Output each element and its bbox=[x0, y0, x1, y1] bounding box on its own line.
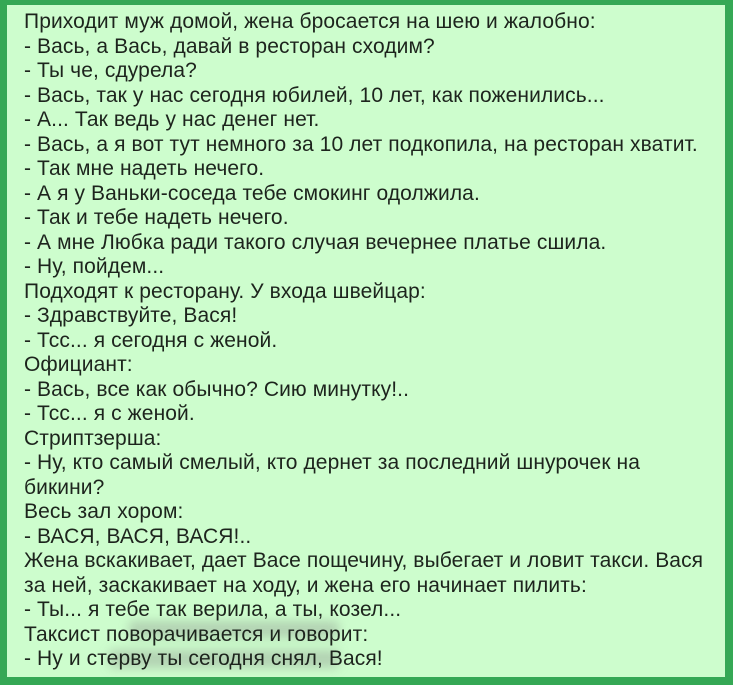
joke-line: за ней, заскакивает на ходу, и жена его начинает пилить: bbox=[24, 573, 587, 597]
joke-line: Таксист поворачивается и говорит: bbox=[24, 622, 369, 646]
joke-line: бикини? bbox=[24, 475, 105, 499]
joke-line: - Так и тебе надеть нечего. bbox=[24, 206, 289, 229]
joke-line: Весь зал хором: bbox=[24, 500, 184, 523]
joke-line: - А мне Любка ради такого случая вечернее платье сшила. bbox=[24, 230, 607, 254]
joke-line: - Так мне надеть нечего. bbox=[24, 157, 265, 180]
joke-line: - Ты... я тебе так верила, а ты, козел... bbox=[24, 598, 402, 621]
joke-line: Стриптзерша: bbox=[24, 426, 162, 450]
joke-line: - Ну, пойдем... bbox=[24, 255, 165, 278]
joke-line: - А... Так ведь у нас денег нет. bbox=[24, 108, 320, 131]
joke-text bbox=[24, 10, 717, 672]
joke-line: - Ну, кто самый смелый, кто дернет за последний шнурочек на bbox=[24, 451, 641, 474]
joke-line: - Ты че, сдурела? bbox=[24, 59, 197, 82]
joke-line: - Здравствуйте, Вася! bbox=[24, 304, 238, 327]
joke-line: - Ну и стерву ты сегодня снял, Вася! bbox=[24, 647, 383, 670]
joke-line: Жена вскакивает, дает Васе пощечину, выбегает и ловит такси. Вася bbox=[24, 549, 704, 572]
joke-line: - А я у Ваньки-соседа тебе смокинг одолжила. bbox=[24, 181, 480, 205]
joke-line: - Вась, а Вась, давай в ресторан сходим? bbox=[24, 34, 435, 58]
joke-line: - Вась, а я вот тут немного за 10 лет подкопила, на ресторан хватит. bbox=[24, 132, 698, 156]
joke-line: - ВАСЯ, ВАСЯ, ВАСЯ!.. bbox=[24, 524, 252, 548]
joke-line: Официант: bbox=[24, 353, 133, 376]
joke-line: Подходят к ресторану. У входа швейцар: bbox=[24, 279, 426, 303]
joke-line: - Вась, так у нас сегодня юбилей, 10 лет, как поженились... bbox=[24, 83, 605, 107]
joke-line: - Вась, все как обычно? Сию минутку!.. bbox=[24, 377, 410, 401]
joke-line: - Тсс... я сегодня с женой. bbox=[24, 328, 278, 352]
joke-line: Приходит муж домой, жена бросается на шею и жалобно: bbox=[24, 10, 596, 33]
joke-line: - Тсс... я с женой. bbox=[24, 402, 195, 425]
